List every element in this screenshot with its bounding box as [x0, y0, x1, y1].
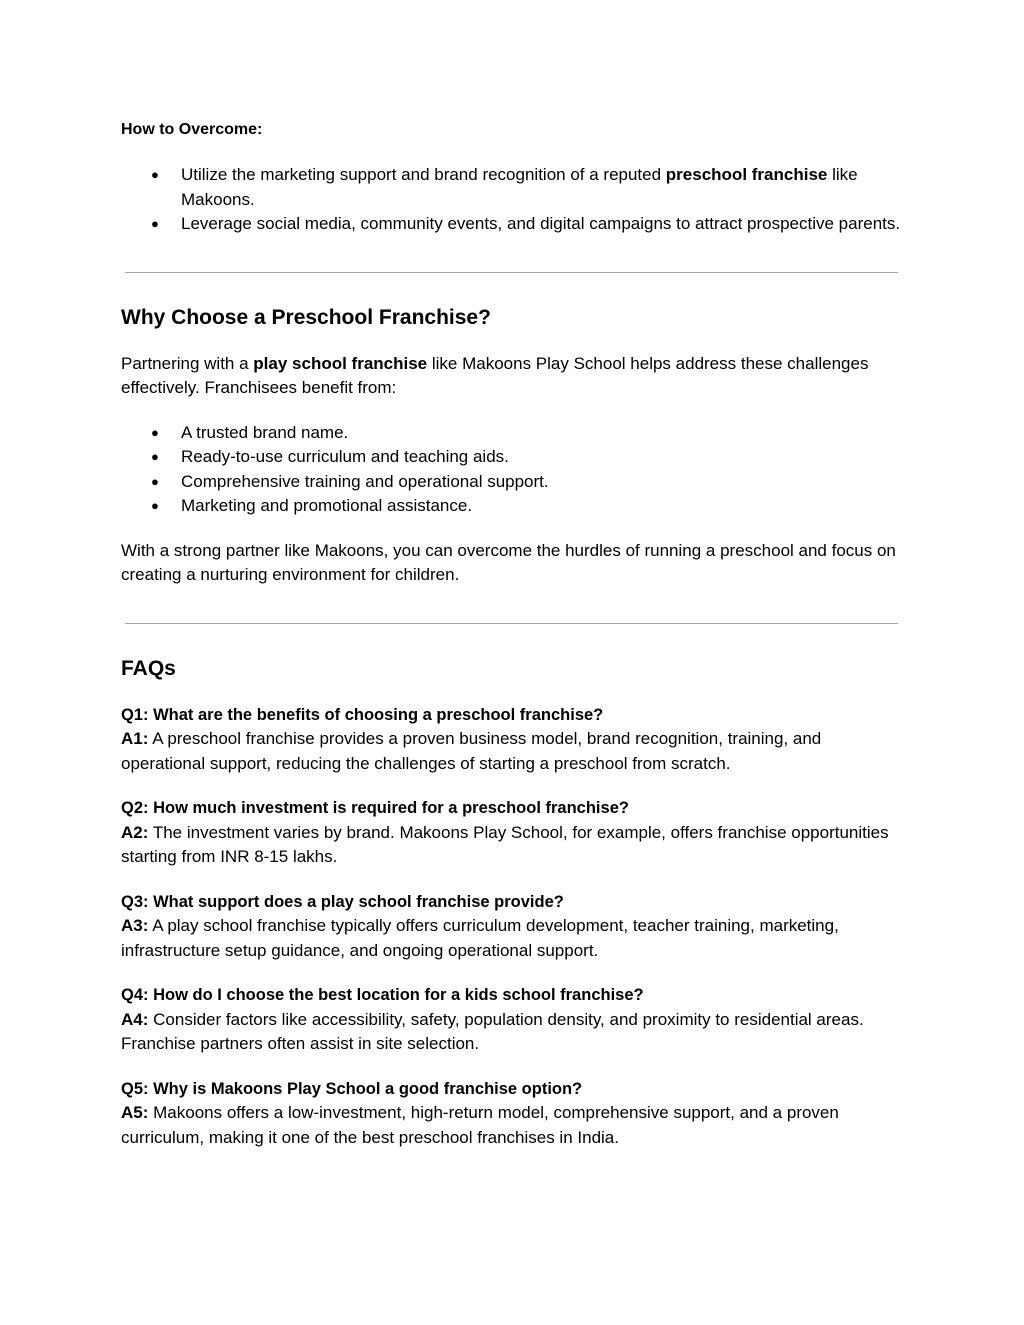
faq-question: Q3: What support does a play school franchise provide?	[121, 892, 564, 911]
faq-answer-text: A play school franchise typically offers curriculum development, teacher training, marketing, infrastructure setup guidance, and ongoing operational support.	[121, 916, 839, 960]
intro-text: like Makoons Play School helps address these challenges effectively. Franchisees benefit from:	[121, 353, 869, 397]
faq-answer-text: Consider factors like accessibility, safety, population density, and proximity to residential areas. Franchise partners often assist in site selection.	[121, 1009, 864, 1053]
faq-answer-label: A4:	[121, 1009, 149, 1029]
faq-item	[121, 890, 901, 964]
list-item	[121, 445, 901, 470]
bullet-text: Utilize the marketing support and brand recognition of a reputed	[181, 165, 666, 184]
faq-item	[121, 796, 901, 870]
faq-item	[121, 983, 901, 1057]
faq-answer-label: A2:	[121, 822, 149, 842]
bullet-icon: ●	[151, 449, 159, 464]
bullet-icon: ●	[151, 424, 159, 440]
faq-answer	[121, 727, 901, 776]
bullet-text: Ready-to-use curriculum and teaching aids.	[181, 447, 509, 466]
faq-item	[121, 1077, 901, 1151]
intro-text: Partnering with a	[121, 353, 254, 373]
list-item	[121, 494, 901, 519]
why-intro	[121, 352, 901, 401]
faq-answer	[121, 821, 901, 870]
faq-answer-text: A preschool franchise provides a proven business model, brand recognition, training, and operational support, reducing the challenges of starting a preschool from scratch.	[121, 729, 822, 773]
faq-answer-text: The investment varies by brand. Makoons Play School, for example, offers franchise opportunities starting from INR 8-15 lakhs.	[121, 822, 889, 866]
list-item	[121, 163, 901, 212]
faq-answer-label: A1:	[121, 729, 149, 748]
faq-question: Q2: How much investment is required for a preschool franchise?	[121, 799, 629, 817]
faq-answer-label: A3:	[121, 916, 149, 935]
bullet-text: Leverage social media, community events, and digital campaigns to attract prospective parents.	[181, 214, 901, 233]
bullet-icon: ●	[151, 167, 159, 182]
bullet-text: A trusted brand name.	[181, 422, 349, 442]
list-item	[121, 470, 901, 495]
faqs-heading: FAQs	[121, 656, 176, 680]
faq-item	[121, 703, 901, 777]
faq-question: Q4: How do I choose the best location for a kids school franchise?	[121, 986, 644, 1004]
overcome-heading: How to Overcome:	[121, 121, 263, 138]
bullet-icon: ●	[151, 498, 159, 513]
faq-answer-text: Makoons offers a low-investment, high-return model, comprehensive support, and a proven curriculum, making it one of the best preschool franchises in India.	[121, 1103, 839, 1147]
faq-answer-label: A5:	[121, 1103, 149, 1122]
faq-answer	[121, 914, 901, 963]
faq-question: Q1: What are the benefits of choosing a preschool franchise?	[121, 705, 604, 724]
faq-answer	[121, 1008, 901, 1057]
intro-bold-text: play school franchise	[253, 353, 428, 373]
faq-answer	[121, 1101, 901, 1150]
why-closing: With a strong partner like Makoons, you can overcome the hurdles of running a preschool and focus on creating a nurturing environment for children.	[121, 540, 896, 584]
bullet-icon: ●	[151, 216, 159, 231]
list-item	[121, 421, 901, 446]
overcome-bullet-list	[121, 163, 901, 237]
bullet-bold-text: preschool franchise	[665, 165, 828, 184]
faq-question: Q5: Why is Makoons Play School a good franchise option?	[121, 1079, 583, 1098]
list-item	[121, 212, 901, 237]
benefits-bullet-list	[121, 421, 901, 519]
why-heading: Why Choose a Preschool Franchise?	[121, 305, 491, 329]
bullet-text: like Makoons.	[181, 165, 858, 209]
document-page	[121, 118, 901, 1150]
bullet-text: Marketing and promotional assistance.	[181, 496, 473, 515]
bullet-text: Comprehensive training and operational support.	[181, 471, 549, 491]
bullet-icon: ●	[151, 473, 159, 489]
